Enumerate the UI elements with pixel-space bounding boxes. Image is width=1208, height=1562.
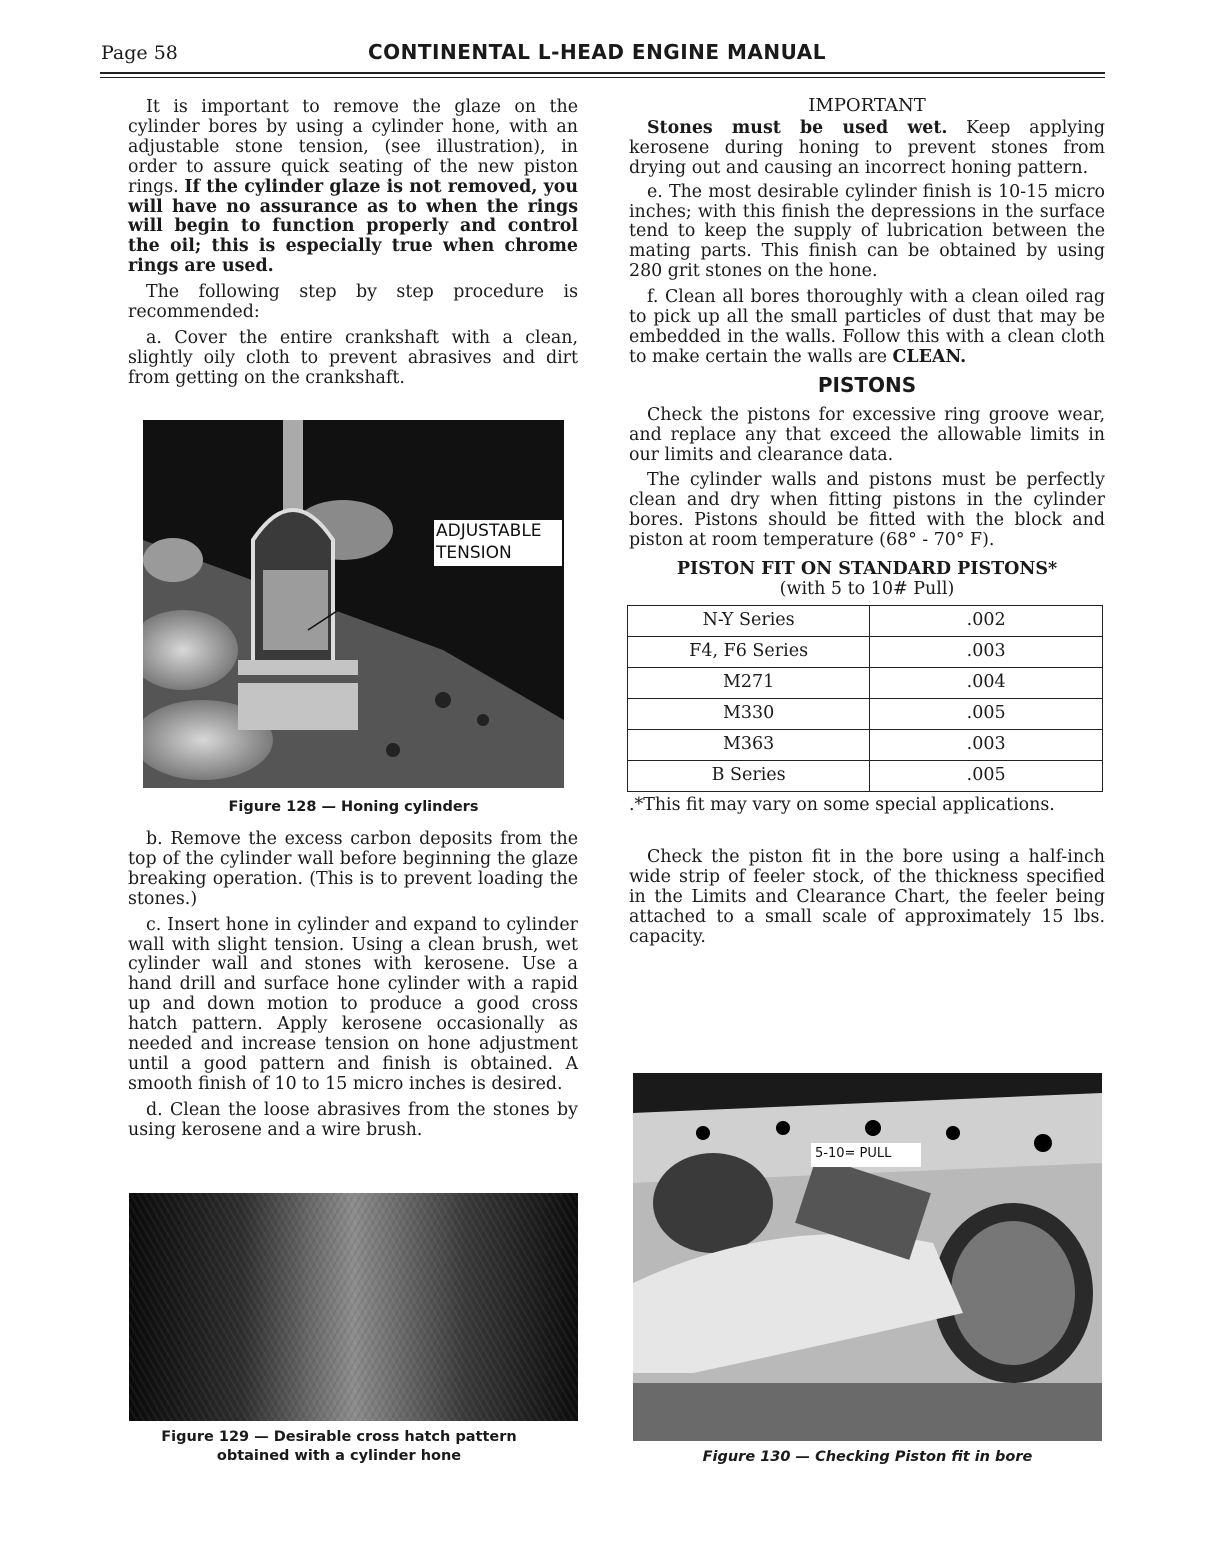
fit-table-row: [628, 761, 1103, 792]
honing-cylinder-illustration: [143, 420, 564, 788]
step-f-text: f. Clean all bores thoroughly with a clean oiled rag to pick up all the small particles of dust that may be embedded in the walls. Follow this with a clean cloth to make certain the walls are: [629, 287, 1105, 367]
header-rule: [100, 72, 1105, 74]
figure-129-caption: [129, 1428, 549, 1466]
piston-fit-check-illustration: [633, 1073, 1102, 1441]
intro-text: It is important to remove the glaze on the cylinder bores by using a cylinder hone, with an adjustable stone tension, (see illustration), in order to assure quick seating of the new piston rings.: [128, 97, 578, 197]
fit-series-cell: B Series: [628, 761, 870, 792]
fit-series-cell: M363: [628, 730, 870, 761]
fit-series-cell: M330: [628, 699, 870, 730]
step-d: d. Clean the loose abrasives from the stones by using kerosene and a wire brush.: [128, 1099, 578, 1140]
figure-130-photo: [633, 1073, 1102, 1441]
fit-table-row: [628, 699, 1103, 730]
step-c: c. Insert hone in cylinder and expand to cylinder wall with slight tension. Using a clean brush, wet cylinder wall and stones with kerosene. Use a hand drill and surface hone cylinder with a rapid up and down motion to produce a good cross hatch pattern. Apply kerosene occasionally as needed and increase tension on hone adjustment until a good pattern and finish is obtained. A smooth finish of 10 to 15 micro inches is desired.: [128, 914, 578, 1094]
figure-130-caption: Figure 130 — Checking Piston fit in bore: [702, 1449, 1033, 1465]
fit-table-subheading: (with 5 to 10# Pull): [779, 579, 955, 600]
fit-table-row: [628, 668, 1103, 699]
pistons-heading: PISTONS: [817, 372, 917, 397]
piston-fit-table: [627, 605, 1103, 792]
fit-table-row: [628, 730, 1103, 761]
step-b: b. Remove the excess carbon deposits from the top of the cylinder wall before beginning the glaze breaking operation. (This is to prevent loading the stones.): [128, 829, 578, 909]
figure-128-photo: [143, 420, 564, 788]
fit-value-cell: .003: [870, 730, 1103, 761]
fig129-caption-line2: obtained with a cylinder hone: [216, 1448, 462, 1464]
fit-value-cell: .004: [870, 668, 1103, 699]
important-paragraph: [629, 119, 1105, 179]
check-fit-paragraph: Check the piston fit in the bore using a half-inch wide strip of feeler stock, of the thickness specified in the Limits and Clearance Chart, the feeler being attached to a small scale of approximately 15 lbs. capacity.: [629, 846, 1105, 947]
step-e: e. The most desirable cylinder finish is 10-15 micro inches; with this finish the depressions in the surface tend to keep the supply of lubrication between the mating parts. This finish can be obtained by using 280 grit stones on the hone.: [629, 181, 1105, 282]
fig128-label-adjustable: ADJUSTABLE: [436, 521, 542, 541]
pistons-paragraph-1: Check the pistons for excessive ring groove wear, and replace any that exceed the allowable limits in our limits and clearance data.: [629, 404, 1105, 465]
important-heading: IMPORTANT: [808, 95, 926, 116]
fit-series-cell: N-Y Series: [628, 606, 870, 637]
intro-paragraph: [128, 98, 578, 277]
fit-table-heading: PISTON FIT ON STANDARD PISTONS*: [676, 559, 1058, 580]
fit-value-cell: .005: [870, 699, 1103, 730]
procedure-intro: The following step by step procedure is recommended:: [128, 282, 578, 323]
page-number: Page 58: [101, 42, 178, 64]
right-column: [629, 96, 1105, 953]
figure-129-photo: [129, 1193, 578, 1421]
step-f-clean: CLEAN.: [892, 346, 967, 367]
manual-title: CONTINENTAL L-HEAD ENGINE MANUAL: [368, 40, 826, 64]
left-column-top: [128, 98, 578, 395]
cross-hatch-pattern: [129, 1193, 578, 1421]
fit-series-cell: M271: [628, 668, 870, 699]
left-column-bottom: [128, 830, 578, 1147]
fig130-label: 5-10= PULL: [815, 1146, 892, 1161]
fit-series-cell: F4, F6 Series: [628, 637, 870, 668]
step-f: [629, 288, 1105, 368]
fit-note: .*This fit may vary on some special applications.: [629, 795, 1055, 816]
fit-table-row: [628, 606, 1103, 637]
fit-value-cell: .002: [870, 606, 1103, 637]
step-a: a. Cover the entire crankshaft with a clean, slightly oily cloth to prevent abrasives and dirt from getting on the crankshaft.: [128, 327, 578, 388]
header-rule-thin: [100, 77, 1105, 78]
important-bold: Stones must be used wet.: [647, 117, 948, 138]
fit-table-row: [628, 637, 1103, 668]
fit-value-cell: .003: [870, 637, 1103, 668]
fit-value-cell: .005: [870, 761, 1103, 792]
fig128-label-tension: TENSION: [436, 543, 512, 563]
fig129-caption-line1: Figure 129 — Desirable cross hatch pattern: [161, 1429, 517, 1445]
intro-warning: If the cylinder glaze is not removed, you will have no assurance as to when the rings will begin to function properly and control the oil; this is especially true when chrome rings are used.: [128, 176, 578, 277]
important-text: Keep applying kerosene during honing to prevent stones from drying out and causing an incorrect honing pattern.: [629, 117, 1106, 178]
pistons-paragraph-2: The cylinder walls and pistons must be perfectly clean and dry when fitting pistons in the cylinder bores. Pistons should be fitted with the block and piston at room temperature (68° - 70° F).: [629, 470, 1105, 551]
figure-128-caption: Figure 128 — Honing cylinders: [228, 799, 479, 815]
